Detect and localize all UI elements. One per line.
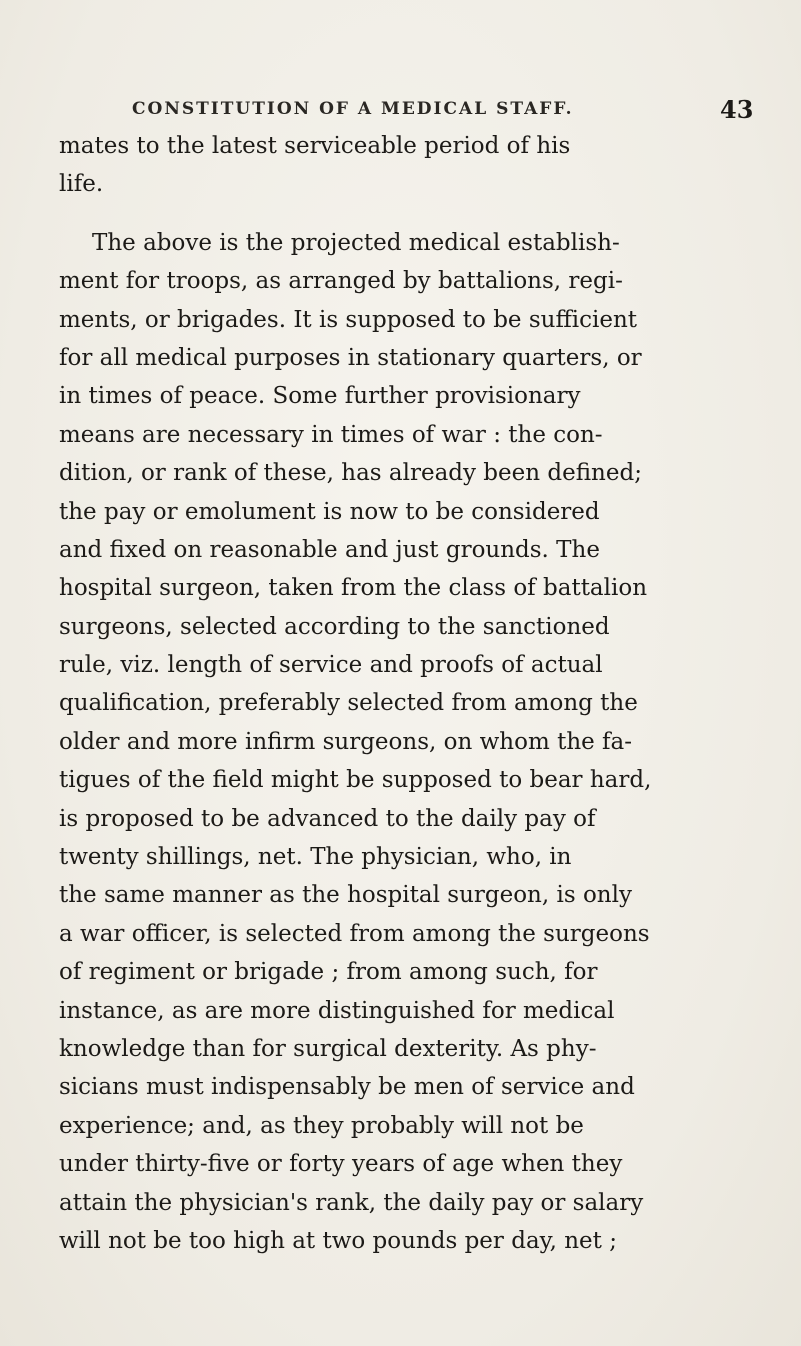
text-line: mates to the latest serviceable period of his xyxy=(59,133,571,159)
text-line: older and more infirm surgeons, on whom the fa- xyxy=(59,728,633,755)
text-line: life. xyxy=(59,171,104,198)
text-line: ments, or brigades. It is supposed to be sufficient xyxy=(59,306,638,333)
text-line: attain the physician's rank, the daily pay or salary xyxy=(59,1189,644,1216)
text-line: surgeons, selected according to the sanctioned xyxy=(59,613,610,640)
text-line: dition, or rank of these, has already been defined; xyxy=(59,460,642,487)
text-line: for all medical purposes in stationary quarters, or xyxy=(59,344,642,371)
text-line: will not be too high at two pounds per day, net ; xyxy=(59,1227,617,1254)
text-line: experience; and, as they probably will not be xyxy=(59,1112,584,1139)
text-line: in times of peace. Some further provisionary xyxy=(59,383,581,410)
text-line: the same manner as the hospital surgeon, is only xyxy=(59,882,632,909)
text-line: hospital surgeon, taken from the class of battalion xyxy=(59,575,648,602)
text-line: of regiment or brigade ; from among such, for xyxy=(59,959,598,986)
running-head xyxy=(0,97,801,127)
text-line: the pay or emolument is now to be considered xyxy=(59,498,600,525)
text-line: tigues of the field might be supposed to bear hard, xyxy=(59,767,652,794)
text-line: and fixed on reasonable and just grounds. The xyxy=(59,536,600,563)
text-line: means are necessary in times of war : the con- xyxy=(59,421,603,448)
running-title: CONSTITUTION OF A MEDICAL STAFF. xyxy=(132,99,574,119)
text-line: qualification, preferably selected from among the xyxy=(59,690,638,717)
text-line: under thirty-five or forty years of age when they xyxy=(59,1151,623,1178)
text-line: sicians must indispensably be men of service and xyxy=(59,1074,635,1101)
text-line: instance, as are more distinguished for medical xyxy=(59,997,615,1024)
text-line: ment for troops, as arranged by battalions, regi- xyxy=(59,268,623,295)
text-line: twenty shillings, net. The physician, who, in xyxy=(59,844,572,871)
text-line: is proposed to be advanced to the daily pay of xyxy=(59,805,596,832)
text-line: rule, viz. length of service and proofs of actual xyxy=(59,652,603,679)
paragraph xyxy=(59,224,739,1261)
text-line: knowledge than for surgical dexterity. As phy- xyxy=(59,1035,597,1062)
text-line: The above is the projected medical establish- xyxy=(92,229,620,256)
page-number: 43 xyxy=(720,95,754,124)
body-text xyxy=(59,127,739,1260)
text-line: a war officer, is selected from among the surgeons xyxy=(59,920,650,947)
paragraph xyxy=(59,127,739,204)
